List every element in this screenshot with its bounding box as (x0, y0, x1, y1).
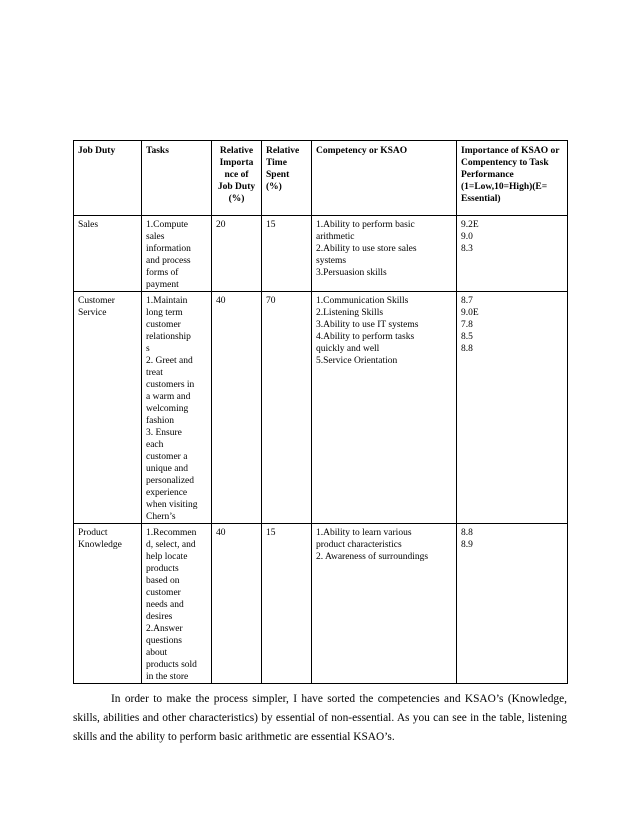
cell-line: product characteristics (316, 540, 402, 550)
cell-tasks (142, 524, 212, 684)
cell-line: 9.0E (461, 308, 479, 318)
job-analysis-table (73, 140, 568, 684)
cell-line: help locate (146, 552, 188, 562)
cell-value: 15 (266, 220, 276, 230)
cell-relative-importance (212, 216, 262, 292)
cell-line: 1.Ability to perform basic (316, 220, 415, 230)
cell-value: 15 (266, 528, 276, 538)
cell-line: 1.Compute (146, 220, 188, 230)
cell-line: 8.8 (461, 528, 473, 538)
cell-relative-importance (212, 524, 262, 684)
cell-relative-time (262, 292, 312, 524)
cell-line: products sold (146, 660, 197, 670)
cell-line: relationship (146, 332, 191, 342)
cell-line: information (146, 244, 191, 254)
cell-line: 7.8 (461, 320, 473, 330)
header-ksao-importance: Importance of KSAO or Compentency to Task Performance (1=Low,10=High)(E= Essential) (457, 141, 568, 216)
cell-line: 4.Ability to perform tasks (316, 332, 415, 342)
cell-line: 8.3 (461, 244, 473, 254)
cell-line: each (146, 440, 164, 450)
cell-line: 1.Recommen (146, 528, 197, 538)
cell-line: 5.Service Orientation (316, 356, 398, 366)
cell-job-duty (74, 292, 142, 524)
cell-value: 40 (216, 528, 226, 538)
cell-line: Service (78, 308, 107, 318)
cell-job-duty (74, 216, 142, 292)
cell-line: Customer (78, 296, 115, 306)
cell-line: 3.Persuasion skills (316, 268, 387, 278)
cell-relative-time (262, 524, 312, 684)
cell-tasks (142, 216, 212, 292)
cell-line: customer (146, 320, 181, 330)
cell-tasks (142, 292, 212, 524)
cell-value: 20 (216, 220, 226, 230)
header-tasks: Tasks (142, 141, 212, 216)
cell-line: 8.9 (461, 540, 473, 550)
cell-line: when visiting (146, 500, 198, 510)
cell-line: welcoming (146, 404, 189, 414)
cell-line: 3.Ability to use IT systems (316, 320, 419, 330)
header-relative-time: Relative Time Spent (%) (262, 141, 312, 216)
body-paragraph: In order to make the process simpler, I have sorted the competencies and KSAO’s (Knowledge, skills, abilities and other characteristics) by essential of non-essential. As you can see in the table, listening skills and the ability to perform basic arithmetic are essential KSAO’s. (73, 693, 567, 743)
cell-ksao-ratings (457, 216, 568, 292)
cell-relative-time (262, 216, 312, 292)
cell-value: 40 (216, 296, 226, 306)
cell-line: 9.0 (461, 232, 473, 242)
cell-line: fashion (146, 416, 174, 426)
cell-line: forms of (146, 268, 179, 278)
cell-job-duty (74, 524, 142, 684)
cell-line: long term (146, 308, 183, 318)
cell-line: 2.Ability to use store sales (316, 244, 417, 254)
header-job-duty: Job Duty (74, 141, 142, 216)
cell-ksao-ratings (457, 524, 568, 684)
cell-line: 8.5 (461, 332, 473, 342)
cell-line: 3. Ensure (146, 428, 182, 438)
cell-line: customer (146, 588, 181, 598)
cell-line: questions (146, 636, 182, 646)
cell-line: in the store (146, 672, 189, 682)
cell-line: about (146, 648, 168, 658)
cell-line: customers in (146, 380, 195, 390)
cell-line: 1.Ability to learn various (316, 528, 412, 538)
cell-line: a warm and (146, 392, 191, 402)
cell-line: payment (146, 280, 179, 290)
cell-line: 9.2E (461, 220, 479, 230)
cell-line: based on (146, 576, 180, 586)
cell-line: 8.8 (461, 344, 473, 354)
cell-line: Sales (78, 220, 99, 230)
cell-line: Knowledge (78, 540, 122, 550)
table-header-row (74, 141, 568, 216)
table-row (74, 292, 568, 524)
cell-line: 1.Maintain (146, 296, 188, 306)
cell-line: Chern’s (146, 512, 176, 522)
cell-line: unique and (146, 464, 188, 474)
cell-value: 70 (266, 296, 276, 306)
cell-ksao-ratings (457, 292, 568, 524)
cell-line: d, select, and (146, 540, 196, 550)
cell-line: systems (316, 256, 347, 266)
cell-line: personalized (146, 476, 195, 486)
cell-line: products (146, 564, 179, 574)
cell-line: needs and (146, 600, 184, 610)
cell-competencies (312, 292, 457, 524)
cell-line: sales (146, 232, 165, 242)
cell-line: s (146, 344, 150, 354)
cell-line: experience (146, 488, 188, 498)
cell-line: 1.Communication Skills (316, 296, 409, 306)
cell-line: quickly and well (316, 344, 380, 354)
cell-line: 2. Greet and (146, 356, 193, 366)
cell-line: Product (78, 528, 108, 538)
header-relative-importance: Relative Importa nce of Job Duty (%) (212, 141, 262, 216)
table-row (74, 524, 568, 684)
cell-competencies (312, 524, 457, 684)
table-row (74, 216, 568, 292)
cell-line: 8.7 (461, 296, 473, 306)
cell-line: desires (146, 612, 173, 622)
header-competency: Competency or KSAO (312, 141, 457, 216)
cell-line: and process (146, 256, 191, 266)
cell-competencies (312, 216, 457, 292)
cell-line: arithmetic (316, 232, 355, 242)
cell-line: 2.Answer (146, 624, 183, 634)
cell-line: customer a (146, 452, 188, 462)
cell-line: 2.Listening Skills (316, 308, 384, 318)
cell-line: treat (146, 368, 163, 378)
cell-line: 2. Awareness of surroundings (316, 552, 429, 562)
cell-relative-importance (212, 292, 262, 524)
